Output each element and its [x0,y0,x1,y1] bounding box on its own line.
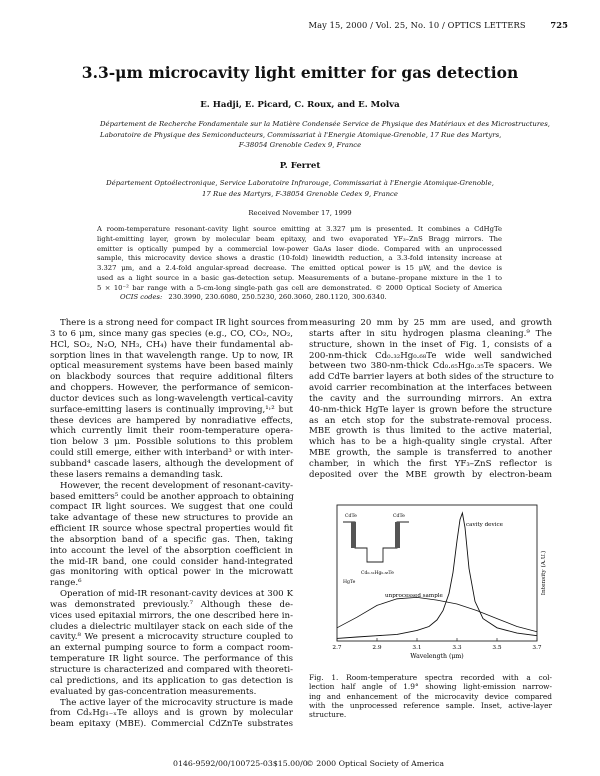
affiliation-line: Laboratoire de Physique des Semiconducteurs, Commissariat à l'Energie Atomique-Grenoble, 17 Rue des Martyrs, [100,130,502,139]
body-text-line: take advantage of these new structures to provide an [50,513,293,524]
abstract-line: emitter is optically pumped by a commercial low-power GaAs laser diode. Compared with an unprocessed [97,244,502,253]
body-text-line: optical measurement systems have been based mainly [50,361,293,372]
body-text-line: However, the recent development of resonant-cavity- [60,480,293,491]
body-text-line: sorption lines in that wavelength range. Up to now, IR [50,350,293,361]
inset-label-well: Cd₀.₃₂Hg₀.₆₈Te [361,571,394,576]
x-tick-label: 2.7 [332,645,342,651]
body-text-line: 3 to 6 μm, since many gas species (e.g., CO, CO₂, NO₂, [50,328,293,339]
label-cavity-device: cavity device [466,522,503,528]
affiliation-line: Département Optoélectronique, Service Laboratoire Infrarouge, Commissariat à l'Energie Atomique-Grenoble, [106,179,494,187]
copyright: © 2000 Optical Society of America [306,759,445,768]
x-axis-label: Wavelength (μm) [410,653,464,660]
body-text-line: from CdₓHg₁₋ₓTe alloys and is grown by molecular [50,708,293,719]
body-text-line: add CdTe barrier layers at both sides of the structure to [309,372,554,383]
abstract-line: light-emitting layer, grown by molecular beam epitaxy, and two evaporated YF₃–ZnS Bragg mirrors. The [97,234,502,243]
body-text-line: the absorption band of a specific gas. Then, taking [50,534,293,545]
body-text-line: as an etch stop for the substrate-removal process. [309,415,552,426]
affiliation-line: F-38054 Grenoble Cedex 9, France [238,141,362,150]
body-text-line: surface-emitting lasers is continually improving,¹˒² but [50,404,293,415]
body-text-line: compact IR light sources. We suggest that one could [50,502,293,513]
body-text-line: could still emerge, either with interband³ or with inter- [50,448,293,459]
x-tick-label: 3.5 [492,645,502,651]
article-code: 0146-9592/00/100725-03$15.00/0 [173,759,308,768]
cdte-barrier-left [351,522,356,548]
cdte-barrier-right [395,522,400,548]
body-text-line: into account the level of the absorption coefficient in [50,545,293,556]
caption-line: Fig. 1. Room-temperature spectra recorded with a col- [309,673,552,682]
body-text-line: MBE growth is thus limited to the active material, [309,426,552,437]
inset-label-cdte-right: CdTe [393,514,405,519]
body-text-line: measuring 20 mm by 25 mm are used, and growth [309,318,552,328]
affiliation-line: 17 Rue des Martyrs, F-38054 Grenoble Cedex 9, France [202,189,398,198]
body-text-line: cavity.⁸ We present a microcavity structure coupled to [50,632,293,643]
x-axis-ticks [332,638,542,651]
abstract-line: used as a light source in a basic gas-detection setup. Measurements of a butane–propane mixture in the 1 to [97,273,502,282]
x-tick-label: 3.3 [452,645,462,651]
abstract [97,225,502,293]
affiliation-1 [100,119,550,151]
inset-label-hgte: HgTe [343,580,356,585]
body-text-line: vices used epitaxial mirrors, the one described here in- [50,610,293,621]
body-text-line: beam epitaxy (MBE). Commercial CdZnTe substrates [50,719,293,730]
label-unprocessed-sample: unprocessed sample [385,593,443,599]
ocis-codes [120,293,387,301]
body-text-line: starts after in situ hydrogen plasma cleaning.⁹ The [309,328,552,339]
body-text-line: range.⁶ [50,578,82,589]
body-text-line: an external pumping source to form a compact room- [50,643,293,654]
x-tick-label: 3.1 [412,645,422,651]
body-text-line: The active layer of the microcavity structure is made [60,697,293,708]
body-text-line: which has to be a high-quality single crystal. After [309,437,552,448]
page-number: 725 [550,20,568,30]
figure-1-plot [309,502,552,670]
body-text-line: gas monitoring with optical power in the microwatt [50,567,293,578]
author-2: P. Ferret [279,161,321,171]
body-text-line: tion below 3 μm. Possible solutions to this problem [50,437,293,448]
body-text-line: cludes a dielectric multilayer stack on each side of the [50,621,293,632]
body-text-line: on blackbody sources that require additional filters [50,372,293,383]
body-text-line: 40-nm-thick HgTe layer is grown before the structure [309,404,552,415]
body-text-line: Operation of mid-IR resonant-cavity devices at 300 K [60,589,293,600]
inset-label-cdte-left: CdTe [345,514,357,519]
received-date: Received November 17, 1999 [248,209,352,217]
affiliation-2 [100,178,500,199]
affiliation-line: Département de Recherche Fondamentale sur la Matière Condensée Service de Physique des Matériaux et des Microstructures, [100,120,550,128]
caption-line: lection half angle of 1.9° showing light-emission narrow- [309,682,552,692]
body-text-line: these lasers remains a demanding task. [50,469,224,480]
ocis-label: OCIS codes: [120,293,163,301]
body-column-right [309,318,552,481]
body-text-line: subband⁴ cascade lasers, although the development of [50,458,293,469]
figure-1 [309,502,552,660]
body-text-line: based emitters⁵ could be another approach to obtaining [50,491,294,502]
ocis-values: 230.3990, 230.6080, 250.5230, 260.3060, 280.1120, 300.6340. [168,293,387,301]
caption-line: ing and enhancement of the microcavity device compared [309,691,552,701]
body-text-line: the mid-IR band, one could consider hand-integrated [50,556,293,567]
caption-line: structure. [309,710,347,720]
abstract-line: sample, this microcavity device shows a drastic (10-fold) linewidth reduction, a 3.3-fold intensity increase at [97,254,502,263]
x-tick-label: 2.9 [372,645,382,651]
y-axis-label: Intensity (A.U.) [541,550,547,596]
body-text-line: efficient IR source whose spectral properties would fit [50,524,293,535]
x-tick-label: 3.7 [532,645,542,651]
abstract-line: A room-temperature resonant-cavity light source emitting at 3.327 μm is presented. It combines a CdHgTe [97,225,502,233]
body-text-line: which currently limit their room-temperature opera- [50,426,293,437]
body-text-line: was demonstrated previously.⁷ Although these de- [50,599,293,610]
inset-structure-diagram [343,513,409,585]
body-text-line: temperature IR light source. The performance of this [50,654,293,665]
body-text-line: avoid carrier recombination at the interfaces between [309,383,552,394]
body-text-line: evaluated by gas-concentration measurements. [50,686,257,697]
body-text-line: between two 380-nm-thick Cd₀.₆₅Hg₀.₃₅Te spacers. We [309,361,552,372]
body-text-line: MBE growth, the sample is transferred to another [309,448,552,459]
running-head [309,20,569,30]
caption-line: with the unprocessed reference sample. Inset, active-layer [309,700,552,710]
body-text-line: There is a strong need for compact IR light sources from [60,318,309,328]
paper-title: 3.3-μm microcavity light emitter for gas detection [81,63,519,82]
body-text-line: the cavity and the surrounding mirrors. An extra [309,393,552,404]
figure-1-caption [309,673,552,719]
body-text-line: structure, shown in the inset of Fig. 1, consists of a [309,339,552,350]
body-text-line: chamber, in which the first YF₃–ZnS reflector is [309,458,552,469]
body-text-line: HCl, SO₂, N₂O, NH₃, CH₄) have their fundamental ab- [50,339,293,350]
body-text-line: deposited over the MBE growth by electron-beam [309,469,552,480]
abstract-line: 3.327 μm, and a 2.4-fold angular-spread decrease. The emitted optical power is 15 μW, and the device is [97,264,502,272]
body-text-line: 200-nm-thick Cd₀.₃₂Hg₀.₆₈Te wide well sandwiched [309,350,552,361]
body-text-line: these devices are hampered by nonradiative effects, [50,415,293,426]
authors: E. Hadji, E. Picard, C. Roux, and E. Molva [200,100,400,110]
journal-info: May 15, 2000 / Vol. 25, No. 10 / OPTICS LETTERS [308,20,526,30]
body-text-line: structure is characterized and compared with theoreti- [50,665,293,675]
body-text-line: and choppers. However, the performance of semicon- [50,383,293,394]
body-text-line: ductor devices such as long-wavelength vertical-cavity [50,393,293,404]
series-line-unprocessed-sample [337,597,537,631]
abstract-line: 5 × 10⁻² bar range with a 5-cm-long single-path gas cell are demonstrated. © 2000 Optical Society of America [97,283,502,292]
body-column-left [50,318,309,730]
body-text-line: cal predictions, and its application to gas detection is [50,675,293,686]
